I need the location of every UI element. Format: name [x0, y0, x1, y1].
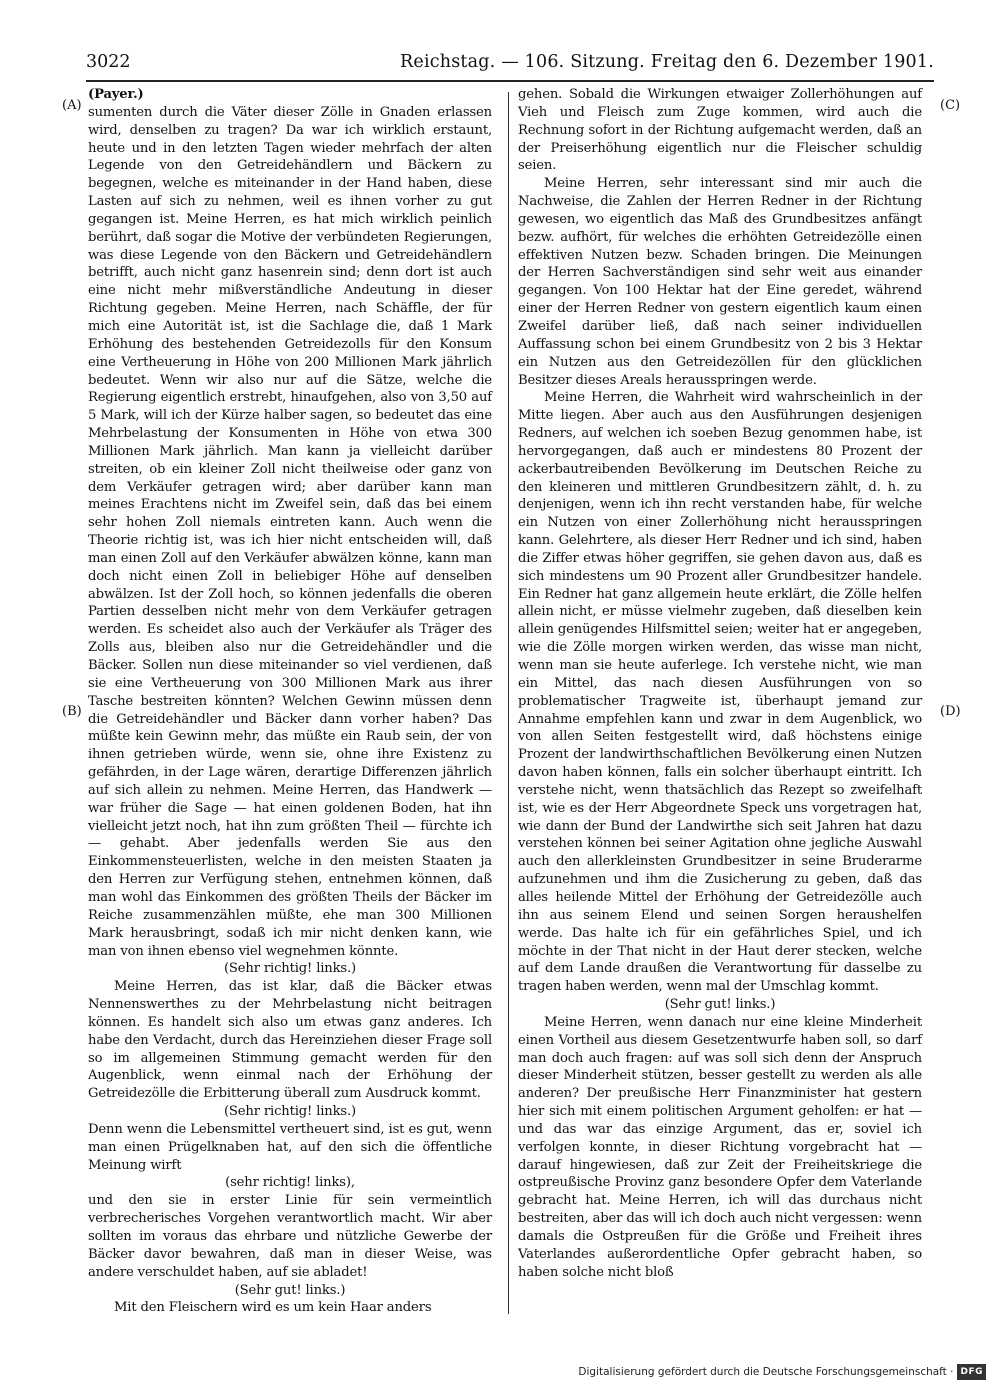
interjection: (Sehr gut! links.) — [664, 997, 776, 1013]
paragraph: gehen. Sobald die Wirkungen etwaiger Zollerhöhungen auf Vieh und Fleisch zum Zuge kommen, wird auch die Rechnung sofort in der Richtung aufgemacht werden, daß an der Preiserhöhung eigentlich nur die Fleischer schuldig seien. — [518, 87, 922, 174]
margin-mark-c: (C) — [940, 98, 961, 113]
right-column — [518, 86, 922, 1282]
margin-mark-a: (A) — [62, 98, 82, 113]
margin-mark-b: (B) — [62, 704, 82, 719]
running-title: Reichstag. — 106. Sitzung. Freitag den 6. Dezember 1901. — [400, 52, 934, 72]
page-header — [86, 50, 934, 76]
paragraph: Meine Herren, sehr interessant sind mir auch die Nachweise, die Zahlen der Herren Redner in der Richtung gewesen, wo eigentlich das Maß des Grundbesitzes anfängt bezw. aufhört, für welches die erhöhten Getreidezölle einen effektiven Nutzen bezw. Schaden bringen. Die Meinungen der Herren Sachverständigen sind sehr weit aus einander gegangen. Von 100 Hektar hat der Eine geredet, während einer der Herren Redner von gestern eigentlich kaum einen Zweifel darüber ließ, daß nach seiner individuellen Auffassung schon bei einem Grundbesitz von 2 bis 3 Hektar ein Nutzen aus den Getreidezöllen für den glücklichen Besitzer dieses Areals herausspringen werde. — [518, 176, 922, 388]
paragraph: sumenten durch die Väter dieser Zölle in Gnaden erlassen wird, denselben zu tragen? Da war ich wirklich erstaunt, heute und in den letzten Tagen wieder mehrfach der alten Legende von den Getreidehändlern und Bäckern zu begegnen, welche es miteinander in der Hand haben, diese Lasten auf sich zu nehmen, weil es ihnen vorher zu gut gegangen ist. Meine Herren, es hat mich wirklich peinlich berührt, daß sogar die Motive der verbündeten Regierungen, was diese Legende von den Bäckern und Getreidehändlern betrifft, auch nicht ganz hasenrein sind; denn dort ist auch eine nicht mehr mißverständliche Andeutung in dieser Richtung gegeben. Meine Herren, nach Schäffle, der für mich eine Autorität ist, ist die Sachlage die, daß 1 Mark Erhöhung des bestehenden Getreidezolls für den Konsum eine Vertheuerung in Höhe von 200 Millionen Mark jährlich bedeutet. Wenn wir also nur auf die Sätze, welche die Regierung eigentlich erstrebt, hinaufgehen, also von 3,50 auf 5 Mark, will ich der Kürze halber sagen, so bedeutet das eine Mehrbelastung der Konsumenten in Höhe von etwa 300 Millionen Mark jährlich. Man kann ja vielleicht darüber streiten, ob ein kleiner Zoll nicht theilweise oder ganz von dem Verkäufer getragen wird; aber darüber kann man meines Erachtens nicht im Zweifel sein, daß das bei einem sehr hohen Zoll niemals eintreten kann. Auch wenn die Theorie richtig ist, was ich hier nicht entscheiden will, daß man einen Zoll auf den Verkäufer abwälzen könne, kann man doch nicht einen Zoll in beliebiger Höhe auf denselben abwälzen. Ist der Zoll hoch, so können jedenfalls die oberen Partien desselben nicht mehr von dem Verkäufer getragen werden. Es scheidet also auch der Verkäufer als Träger des Zolls aus, bleiben also nur die Getreidehändler und die Bäcker. Sollen nun diese miteinander so viel verdienen, daß sie eine Vertheuerung von 300 Millionen Mark aus ihrer Tasche bestreiten könnten? Welchen Gewinn müssen denn die Getreidehändler und Bäcker dann vorher haben? Das müßte kein Gewinn mehr, das müßte ein Raub sein, der von ihnen getrieben würde, wenn sie, ohne ihre Existenz zu gefährden, in der Lage wären, derartige Differenzen jährlich auf sich allein zu nehmen. Meine Herren, das Handwerk — war früher die Sage — hat einen goldenen Boden, hat ihn vielleicht jetzt noch, hat ihn zum größten Theil — fürchte ich — gehabt. Aber jedenfalls werden Sie aus den Einkommensteuerlisten, welche in den meisten Staaten ja den Herren zur Verfügung stehen, entnehmen können, daß man wohl das Einkommen des größten Theils der Bäcker im Reiche zusammenzählen müßte, ehe man 300 Millionen Mark herausbringt, sodaß ich mir nicht denken kann, wie man von ihnen ebenso viel wegnehmen könnte. — [88, 104, 492, 959]
funding-credit: Digitalisierung gefördert durch die Deutsche Forschungsgemeinschaft · — [578, 1366, 954, 1378]
dfg-logo: DFG — [957, 1364, 986, 1380]
paragraph: Meine Herren, das ist klar, daß die Bäcker etwas Nennenswerthes zu der Mehrbelastung nicht beitragen können. Es handelt sich also um etwas ganz anderes. Ich habe den Verdacht, durch das Hereinziehen dieser Frage soll so im allgemeinen Stimmung gemacht werden für den Augenblick, wenn einmal nach der Erhöhung der Getreidezölle die Erbitterung überall zum Ausdruck kommt. — [88, 979, 492, 1102]
interjection: (sehr richtig! links), — [225, 1175, 355, 1191]
interjection: (Sehr gut! links.) — [234, 1282, 346, 1298]
footer — [578, 1364, 986, 1380]
header-rule — [86, 80, 934, 82]
interjection: (Sehr richtig! links.) — [223, 961, 357, 977]
page-number: 3022 — [86, 52, 131, 72]
paragraph: Denn wenn die Lebensmittel vertheuert sind, ist es gut, wenn man einen Prügelknaben hat, auf den sich die öffentliche Meinung wirft — [88, 1121, 492, 1173]
paragraph: Mit den Fleischern wird es um kein Haar anders — [114, 1300, 432, 1316]
left-column — [88, 86, 492, 1317]
interjection: (Sehr richtig! links.) — [223, 1104, 357, 1120]
paragraph: Meine Herren, wenn danach nur eine kleine Minderheit einen Vortheil aus diesem Gesetzentwurfe haben soll, so darf man doch auch fragen: auf was soll sich denn der Anspruch dieser Minderheit stützen, besser gestellt zu werden als alle anderen? Der preußische Herr Finanzminister hat gestern hier sich mit einem politischen Argument geholfen: er hat — und das war das einzige Argument, das er, soviel ich verfolgen konnte, in dieser Richtung vorgebracht hat — darauf hingewiesen, daß zur Zeit der Freiheitskriege die ostpreußische Provinz ganz besondere Opfer dem Vaterlande gebracht hat. Meine Herren, ich will das durchaus nicht bestreiten, aber das will ich doch auch nicht vergessen: wenn damals die Ostpreußen für die Größe und Freiheit ihres Vaterlandes außerordentliche Opfer gebracht haben, so haben solche nicht bloß — [518, 1014, 922, 1280]
margin-mark-d: (D) — [940, 704, 961, 719]
column-divider — [508, 92, 509, 1314]
paragraph: und den sie in erster Linie für sein vermeintlich verbrecherisches Vorgehen verantwortlich macht. Wir aber sollten im voraus das ehrbare und nützliche Gewerbe der Bäcker davor bewahren, daß man in dieser Weise, was andere verschuldet haben, auf sie abladet! — [88, 1193, 492, 1280]
paragraph: Meine Herren, die Wahrheit wird wahrscheinlich in der Mitte liegen. Aber auch aus den Ausführungen desjenigen Redners, auf welchen ich soeben Bezug genommen habe, ist hervorgegangen, daß auch er mindestens 80 Prozent der ackerbautreibenden Bevölkerung im Deutschen Reiche zu den kleineren und mittleren Grundbesitzern zählt, d. h. zu denjenigen, wenn ich ihn recht verstanden habe, für welche ein Nutzen von einer Zollerhöhung nicht herausspringen kann. Gelehrtere, als dieser Herr Redner und ich sind, haben die Ziffer etwas höher gegriffen, sie gehen davon aus, daß es sich mindestens um 90 Prozent aller Grundbesitzer handele. Ein Redner hat ganz allgemein heute erklärt, die Zölle helfen allein nicht, er müsse vielmehr zugeben, daß dieselben kein allein genügendes Hilfsmittel seien; weiter hat er angegeben, wie die Zölle morgen wirken werden, das wisse man nicht, wenn man sie heute auferlege. Ich verstehe nicht, wie man ein Mittel, das nach diesen Ausführungen von so problematischer Tragweite ist, überhaupt jemand zur Annahme empfehlen kann und zwar in dem Augenblick, wo von allen Seiten festgestellt wird, daß höchstens einige Prozent der landwirthschaftlichen Bevölkerung einen Nutzen davon haben können, falls ein solcher überhaupt eintritt. Ich verstehe nicht, wenn thatsächlich das Rezept so zweifelhaft ist, wie es der Herr Abgeordnete Speck uns vorgetragen hat, wie dann der Bund der Landwirthe sich seit Jahren hat dazu verstehen können bei seiner Agitation ohne jegliche Auswahl auch den allerkleinsten Grundbesitzer in seine Bruderarme aufzunehmen und ihm die Zusicherung zu geben, daß das alles heilende Mittel der Erhöhung der Getreidezölle auch ihn aus seinem Elend und seinen Sorgen heraushelfen werde. Das halte ich für ein gefährliches Spiel, und ich möchte in der That nicht in der Haut derer stecken, welche auf dem Lande draußen die Verantwortung für dasselbe zu tragen haben werden, wenn mal der Umschlag kommt. — [518, 390, 922, 995]
speaker-label: (Payer.) — [88, 87, 144, 102]
